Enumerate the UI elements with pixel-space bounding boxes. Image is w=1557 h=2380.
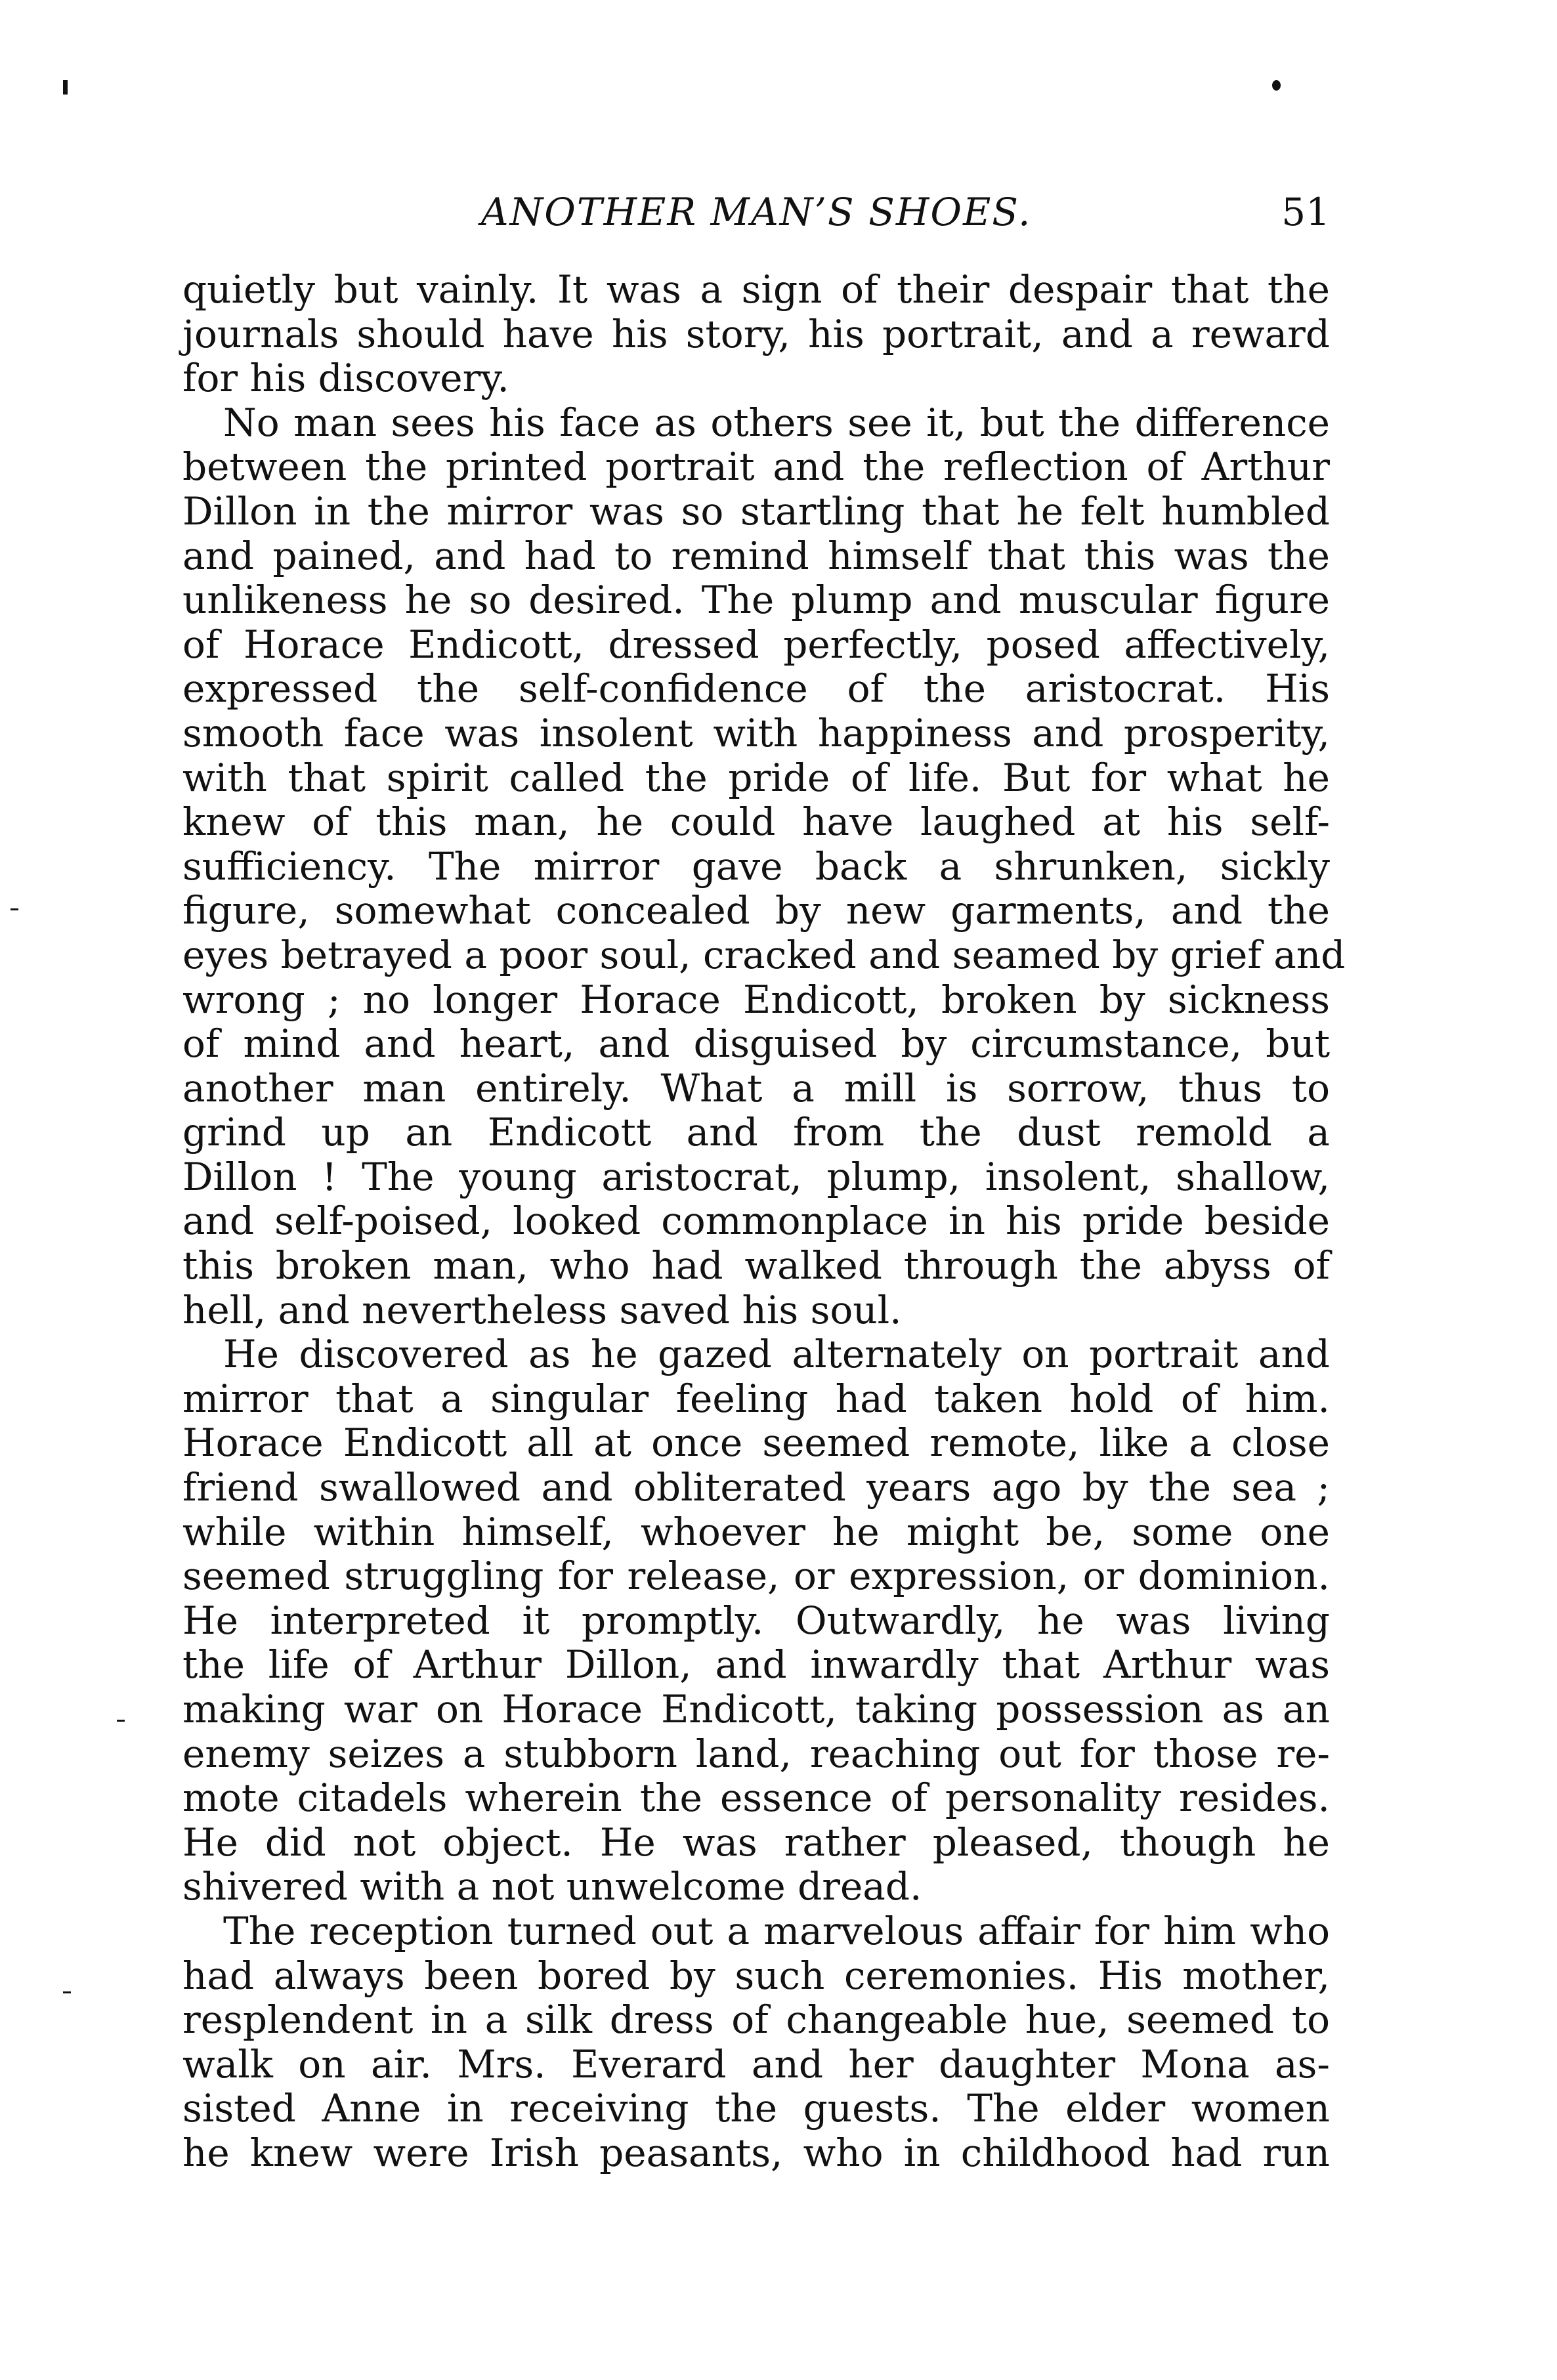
scan-speck-mark [63, 80, 68, 95]
paragraph [182, 268, 1330, 401]
scan-speck-mark [117, 1720, 125, 1722]
text-line: had always been bored by such ceremonies. His mother, [182, 1953, 1330, 1998]
text-line: quietly but vainly. It was a sign of their despair that the [182, 267, 1330, 312]
text-line: this broken man, who had walked through the abyss of [182, 1243, 1330, 1288]
text-line: eyes betrayed a poor soul, cracked and seamed by grief and [182, 932, 1346, 977]
page-header [182, 182, 1330, 242]
scan-speck-mark [63, 1991, 71, 1993]
scan-speck-mark [11, 908, 18, 910]
body-text [182, 267, 1346, 2176]
text-line: expressed the self-confidence of the aristocrat. His [182, 666, 1330, 712]
text-line: he knew were Irish peasants, who in childhood had run [182, 2130, 1330, 2175]
scan-speck-mark [1272, 80, 1281, 91]
text-line: of Horace Endicott, dressed perfectly, posed affectively, [182, 622, 1330, 667]
text-line: unlikeness he so desired. The plump and muscular figure [182, 578, 1330, 623]
text-line: He did not object. He was rather pleased, though he [182, 1819, 1330, 1865]
text-line: resplendent in a silk dress of changeable hue, seemed to [182, 1997, 1330, 2043]
text-line: of mind and heart, and disguised by circumstance, but [182, 1021, 1330, 1067]
text-line: walk on air. Mrs. Everard and her daughter Mona as- [182, 2041, 1330, 2087]
text-line: Dillon ! The young aristocrat, plump, insolent, shallow, [182, 1154, 1330, 1199]
text-line: enemy seizes a stubborn land, reaching out for those re- [182, 1731, 1330, 1776]
text-line: He interpreted it promptly. Outwardly, he was living [182, 1598, 1330, 1643]
paragraph [182, 1909, 1330, 2176]
text-line: Horace Endicott all at once seemed remote, like a close [182, 1420, 1330, 1466]
text-line: and self-poised, looked commonplace in his pride beside [182, 1199, 1330, 1244]
text-line: mirror that a singular feeling had taken hold of him. [182, 1376, 1330, 1421]
text-line: wrong ; no longer Horace Endicott, broken by sickness [182, 977, 1330, 1022]
text-line: and pained, and had to remind himself that this was the [182, 533, 1330, 578]
text-line: sisted Anne in receiving the guests. The elder women [182, 2086, 1330, 2131]
paragraph [182, 400, 1346, 1332]
text-line: Dillon in the mirror was so startling that he felt humbled [182, 488, 1330, 534]
text-line: He discovered as he gazed alternately on portrait and [223, 1332, 1330, 1377]
text-line: making war on Horace Endicott, taking possession as an [182, 1687, 1330, 1732]
text-line: The reception turned out a marvelous affair for him who [223, 1908, 1330, 1953]
paragraph [182, 1332, 1330, 1909]
text-line: journals should have his story, his portrait, and a reward [182, 311, 1330, 356]
text-line: between the printed portrait and the reflection of Arthur [182, 444, 1330, 490]
text-line: mote citadels wherein the essence of personality resides. [182, 1775, 1330, 1821]
text-line: grind up an Endicott and from the dust remold a [182, 1110, 1330, 1155]
text-line: figure, somewhat concealed by new garments, and the [182, 888, 1330, 933]
text-line: while within himself, whoever he might be, some one [182, 1509, 1330, 1554]
page-number: 51 [1281, 190, 1330, 234]
text-line: sufficiency. The mirror gave back a shrunken, sickly [182, 843, 1330, 889]
text-line: for his discovery. [182, 356, 509, 401]
text-line: friend swallowed and obliterated years ago by the sea ; [182, 1465, 1330, 1510]
text-line: knew of this man, he could have laughed at his self- [182, 799, 1330, 845]
text-line: with that spirit called the pride of life. But for what he [182, 755, 1330, 800]
text-line: another man entirely. What a mill is sorrow, thus to [182, 1065, 1330, 1111]
text-line: shivered with a not unwelcome dread. [182, 1864, 922, 1909]
text-line: seemed struggling for release, or expression, or dominion. [182, 1554, 1330, 1599]
text-line: the life of Arthur Dillon, and inwardly that Arthur was [182, 1642, 1330, 1688]
text-line: smooth face was insolent with happiness and prosperity, [182, 710, 1330, 755]
text-line: No man sees his face as others see it, but the difference [223, 400, 1330, 445]
running-title: ANOTHER MAN’S SHOES. [480, 190, 1032, 234]
text-line: hell, and nevertheless saved his soul. [182, 1287, 902, 1332]
